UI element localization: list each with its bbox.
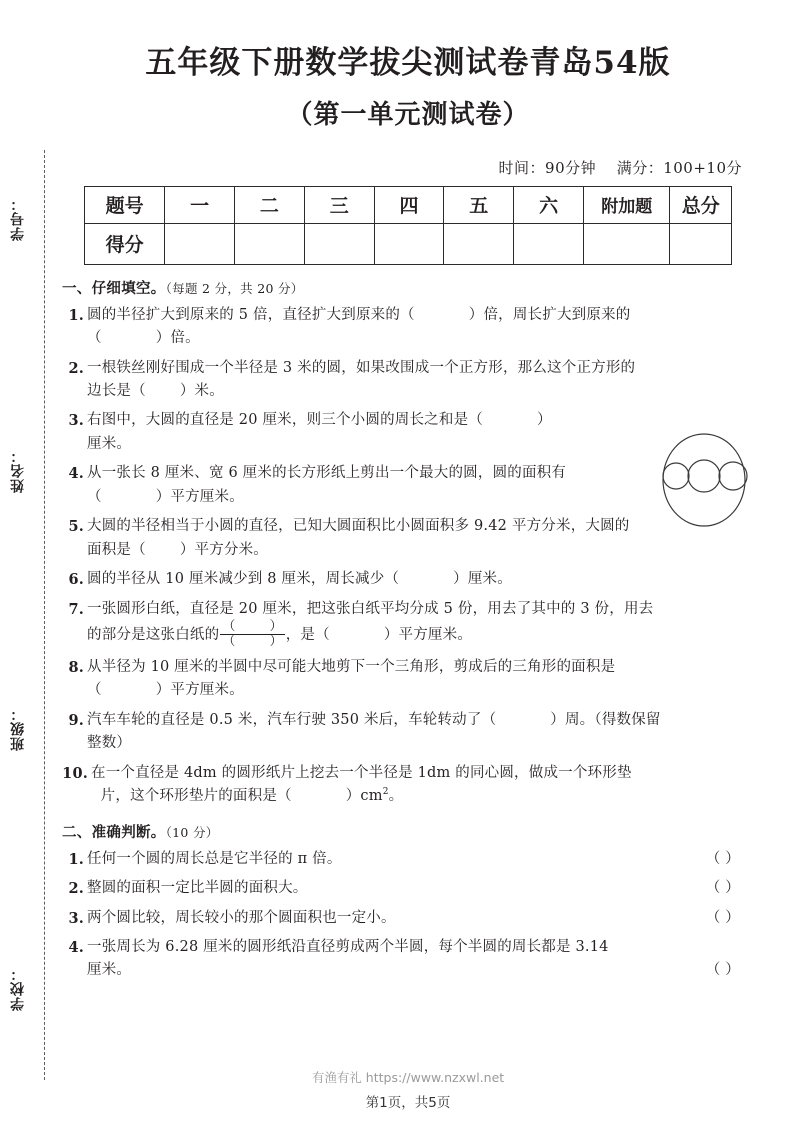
question-9 [62, 709, 740, 756]
score-table-col-2: 二 [235, 186, 305, 223]
question-5 [62, 515, 740, 562]
tf-question-3-text [87, 907, 740, 930]
tf-question-4-text [87, 936, 740, 983]
section-true-false [58, 809, 758, 983]
tf-question-1-number: 1. [68, 850, 84, 868]
tf-question-4 [62, 936, 740, 983]
page-title: 五年级下册数学拔尖测试卷青岛54版 [145, 45, 671, 81]
fold-dashed-line [44, 150, 45, 1080]
tf-question-2-answer-box[interactable]: （ ） [705, 880, 740, 897]
tf-question-4-number: 4. [68, 939, 84, 956]
question-7-text [87, 598, 740, 650]
full-score-label: 满分：100+10分 [616, 158, 742, 177]
score-cell-2[interactable] [235, 223, 305, 264]
question-10-line2-b: ）cm [345, 788, 383, 805]
question-9-line1-b: ）周。（得数保留 [550, 711, 661, 728]
watermark-text: 有渔有礼 https://www.nzxwl.net [311, 1070, 505, 1085]
score-table-row-label-2: 得分 [85, 223, 165, 264]
score-cell-4[interactable] [374, 223, 444, 264]
question-9-line1-a: 汽车车轮的直径是 0.5 米，汽车行驶 350 米后，车轮转动了（ [87, 711, 497, 728]
tf-question-3 [62, 907, 740, 930]
score-table-row-label-1: 题号 [85, 186, 165, 223]
question-5-number: 5. [68, 518, 84, 536]
tf-question-1-line1: 任何一个圆的周长总是它半径的 π 倍。 [87, 850, 342, 867]
section-2-heading [62, 821, 740, 842]
question-6-number: 6. [68, 571, 84, 589]
tf-question-4-line1: 一张周长为 6.28 厘米的圆形纸沿直径剪成两个半圆，每个半圆的周长都是 3.14 [87, 939, 609, 955]
question-4-line2-b: ）平方厘米。 [155, 488, 244, 505]
question-8-number: 8. [68, 658, 84, 676]
question-9-text [87, 709, 740, 756]
question-2 [62, 357, 740, 404]
tf-question-2-line1: 整圆的面积一定比半圆的面积大。 [87, 880, 308, 897]
question-3-line1-a: 右图中，大圆的直径是 20 厘米，则三个小圆的周长之和是（ [87, 412, 483, 429]
question-10-line1: 在一个直径是 4dm 的圆形纸片上挖去一个半径是 1dm 的同心圆，做成一个环形垫 [91, 764, 632, 781]
question-6-line1-a: 圆的半径从 10 厘米减少到 8 厘米，周长减少（ [87, 571, 400, 588]
question-7 [62, 598, 740, 650]
section-1-points: （每题 2 分，共 20 分） [165, 280, 304, 296]
score-table-col-4: 四 [374, 186, 444, 223]
question-9-number: 9. [68, 711, 84, 729]
question-6 [62, 568, 740, 591]
exam-meta [58, 133, 758, 178]
score-table-col-total: 总分 [670, 186, 732, 223]
question-3-number: 3. [68, 412, 84, 430]
question-4-number: 4. [68, 465, 84, 483]
question-10-text [91, 762, 740, 809]
question-8 [62, 656, 740, 703]
question-2-line1: 一根铁丝刚好围成一个半径是 3 米的圆，如果改围成一个正方形，那么这个正方形的 [87, 359, 636, 376]
table-row-scores [85, 223, 732, 264]
question-10 [62, 762, 740, 809]
question-10-unit-exponent: 2 [382, 787, 389, 798]
circles-diagram [656, 428, 752, 532]
margin-label-student-id: 学号： [10, 196, 26, 241]
fraction-den-close: ） [269, 634, 283, 649]
score-cell-total[interactable] [670, 223, 732, 264]
section-1-title: 一、仔细填空。 [62, 279, 166, 297]
tf-question-3-number: 3. [68, 909, 84, 927]
score-table-col-extra: 附加题 [584, 186, 670, 223]
question-1-line2-b: ）倍。 [155, 330, 200, 347]
question-9-line2: 整数） [87, 735, 132, 752]
question-2-number: 2. [68, 359, 84, 377]
exam-page [58, 0, 758, 1122]
section-2-title: 二、准确判断。 [62, 823, 166, 841]
tf-question-1-answer-box[interactable]: （ ） [705, 850, 740, 867]
question-5-line2-a: 面积是（ [87, 541, 146, 558]
question-3-line2: 厘米。 [87, 435, 132, 452]
question-3-text [87, 409, 740, 456]
question-1-line1-a: 圆的半径扩大到原来的 5 倍，直径扩大到原来的（ [87, 306, 415, 323]
question-2-line2-b: ）米。 [179, 383, 224, 399]
question-8-line1: 从半径为 10 厘米的半圆中尽可能大地剪下一个三角形，剪成后的三角形的面积是 [87, 658, 616, 675]
question-3 [62, 409, 740, 456]
score-cell-1[interactable] [165, 223, 235, 264]
question-4 [62, 462, 740, 509]
score-table-col-3: 三 [304, 186, 374, 223]
question-1 [62, 304, 740, 351]
score-cell-6[interactable] [514, 223, 584, 264]
tf-question-4-line2: 厘米。 [87, 962, 132, 979]
tf-question-2 [62, 877, 740, 900]
question-6-line1-b: ）厘米。 [453, 571, 512, 588]
question-1-number: 1. [68, 306, 84, 324]
question-3-line1-b: ） [536, 412, 552, 429]
page-subtitle: （第一单元测试卷） [286, 99, 530, 130]
question-2-text [87, 357, 740, 404]
score-cell-3[interactable] [304, 223, 374, 264]
tf-question-3-line1: 两个圆比较，周长较小的那个圆面积也一定小。 [87, 909, 396, 926]
question-7-line2-c: ）平方厘米。 [383, 627, 473, 644]
tf-question-4-answer-box[interactable]: （ ） [705, 962, 740, 979]
score-table-col-1: 一 [165, 186, 235, 223]
fraction-num-close: ） [269, 619, 283, 635]
question-8-text [87, 656, 740, 703]
time-limit-label: 时间：90分钟 [498, 158, 597, 177]
question-7-number: 7. [68, 600, 84, 618]
section-1-heading [62, 277, 740, 298]
margin-label-class: 班级： [10, 706, 26, 751]
score-cell-5[interactable] [444, 223, 514, 264]
tf-question-2-number: 2. [68, 880, 84, 898]
question-7-fraction [220, 620, 284, 648]
score-table-col-5: 五 [444, 186, 514, 223]
question-1-line1-b: ）倍，周长扩大到原来的 [468, 306, 631, 323]
question-5-line1: 大圆的半径相当于小圆的直径，已知大圆面积比小圆面积多 9.42 平方分米，大圆的 [87, 518, 630, 535]
question-10-number: 10. [62, 764, 88, 782]
margin-label-name: 姓名： [10, 448, 26, 493]
question-1-line2-a: （ [87, 330, 102, 347]
question-10-line2-c: 。 [388, 788, 404, 805]
tf-question-3-answer-box[interactable]: （ ） [705, 909, 740, 926]
question-2-line2-a: 边长是（ [87, 383, 146, 399]
fraction-num-open: （ [222, 619, 236, 635]
tf-question-1 [62, 848, 740, 871]
question-5-line2-b: ）平方分米。 [179, 541, 269, 558]
table-row-header [85, 186, 732, 223]
margin-label-school: 学校： [10, 966, 26, 1011]
question-8-line2-b: ）平方厘米。 [155, 682, 244, 699]
section-fill-in-blanks [58, 265, 758, 809]
question-7-line2-b: ，是（ [285, 627, 330, 644]
score-table-col-6: 六 [514, 186, 584, 223]
question-4-line2-a: （ [87, 488, 102, 505]
section-2-points: （10 分） [165, 824, 219, 840]
question-7-line1: 一张圆形白纸，直径是 20 厘米，把这张白纸平均分成 5 份，用去了其中的 3 份，用去 [87, 600, 654, 617]
score-table [84, 186, 732, 265]
question-6-text [87, 568, 740, 591]
question-4-text [87, 462, 740, 509]
question-5-text [87, 515, 740, 562]
question-8-line2-a: （ [87, 682, 102, 699]
fraction-denominator[interactable] [220, 634, 284, 649]
question-1-text [87, 304, 740, 351]
binding-margin [0, 0, 58, 1122]
page-number: 第1页，共5页 [365, 1095, 451, 1111]
fraction-numerator[interactable] [220, 620, 284, 634]
score-cell-extra[interactable] [584, 223, 670, 264]
fraction-den-open: （ [222, 634, 236, 649]
tf-question-2-text [87, 877, 740, 900]
question-7-line2-a: 的部分是这张白纸的 [87, 627, 220, 644]
tf-question-1-text [87, 848, 740, 871]
question-10-line2-a: 片，这个环形垫片的面积是（ [100, 788, 292, 805]
question-4-line1: 从一张长 8 厘米、宽 6 厘米的长方形纸上剪出一个最大的圆，圆的面积有 [87, 465, 567, 482]
